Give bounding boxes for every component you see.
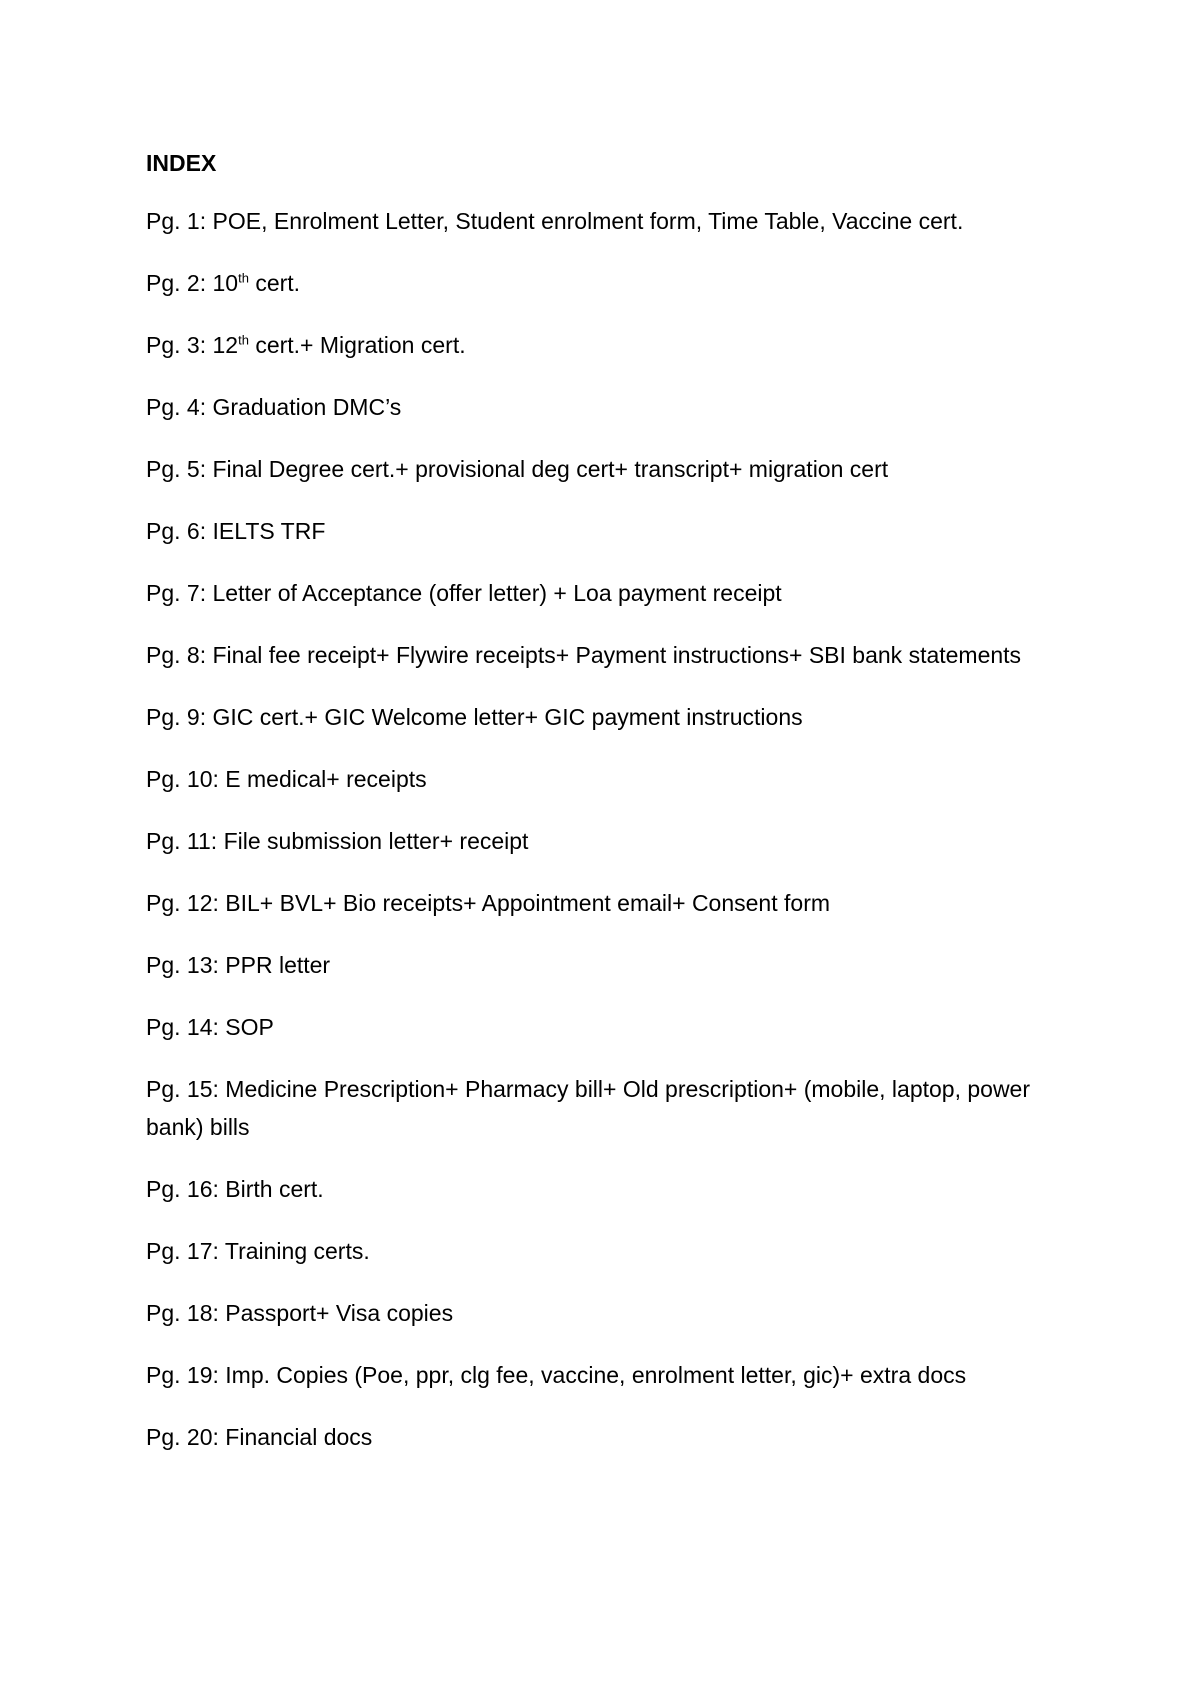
index-entry [146,822,1076,860]
page-number-label: Pg. 2: [146,270,207,296]
ordinal-number: 12 [212,332,239,358]
index-entry [146,1170,1076,1208]
entry-description: PPR letter [225,952,331,978]
index-entry [146,1232,1076,1270]
entry-description: Birth cert. [225,1176,324,1202]
entry-description: Financial docs [225,1424,373,1450]
page-number-label: Pg. 15: [146,1076,219,1102]
index-entry [146,264,1076,302]
index-entry [146,1070,1076,1146]
index-entry [146,512,1076,550]
page-number-label: Pg. 11: [146,828,218,854]
entry-description: Imp. Copies (Poe, ppr, clg fee, vaccine, enrolment letter, gic)+ extra docs [225,1362,967,1388]
entry-description: Graduation DMC’s [212,394,402,420]
entry-description: POE, Enrolment Letter, Student enrolment form, Time Table, Vaccine cert. [212,208,964,234]
ordinal-suffix: th [238,270,249,286]
page-number-label: Pg. 7: [146,580,207,606]
entry-description: Letter of Acceptance (offer letter) + Loa payment receipt [212,580,782,606]
page-number-label: Pg. 18: [146,1300,219,1326]
page-number-label: Pg. 5: [146,456,207,482]
index-entry [146,202,1076,240]
entry-description: IELTS TRF [212,518,326,544]
page-number-label: Pg. 17: [146,1238,219,1264]
index-entry [146,574,1076,612]
index-entry [146,1294,1076,1332]
page-number-label: Pg. 12: [146,890,219,916]
index-list [146,202,1076,1456]
page-number-label: Pg. 10: [146,766,219,792]
index-entry [146,1356,1076,1394]
ordinal-suffix: th [238,332,249,348]
entry-description: GIC cert.+ GIC Welcome letter+ GIC payment instructions [212,704,803,730]
entry-description: Medicine Prescription+ Pharmacy bill+ Old prescription+ (mobile, laptop, power bank) bills [146,1076,1031,1140]
index-entry [146,698,1076,736]
page-title: INDEX [146,150,217,176]
page-number-label: Pg. 16: [146,1176,219,1202]
page-number-label: Pg. 14: [146,1014,219,1040]
page-number-label: Pg. 20: [146,1424,219,1450]
page-number-label: Pg. 13: [146,952,219,978]
page-number-label: Pg. 3: [146,332,207,358]
page-number-label: Pg. 8: [146,642,207,668]
index-content [146,148,1076,1480]
page-number-label: Pg. 6: [146,518,207,544]
index-entry [146,1418,1076,1456]
entry-description: E medical+ receipts [225,766,427,792]
page-number-label: Pg. 1: [146,208,207,234]
entry-description: BIL+ BVL+ Bio receipts+ Appointment email+ Consent form [225,890,831,916]
index-entry [146,636,1076,674]
ordinal-number: 10 [212,270,239,296]
index-entry [146,760,1076,798]
entry-description: Training certs. [224,1238,370,1264]
index-entry [146,450,1076,488]
page-number-label: Pg. 4: [146,394,207,420]
index-entry [146,1008,1076,1046]
index-entry [146,326,1076,364]
index-entry [146,884,1076,922]
entry-description: Final Degree cert.+ provisional deg cert+ transcript+ migration cert [212,456,889,482]
entry-description: SOP [225,1014,274,1040]
index-entry [146,388,1076,426]
page-number-label: Pg. 19: [146,1362,219,1388]
entry-description: Final fee receipt+ Flywire receipts+ Payment instructions+ SBI bank statements [212,642,1022,668]
entry-description: cert. [255,270,301,296]
entry-description: Passport+ Visa copies [225,1300,454,1326]
entry-description: cert.+ Migration cert. [255,332,466,358]
page-number-label: Pg. 9: [146,704,207,730]
index-entry [146,946,1076,984]
entry-description: File submission letter+ receipt [223,828,529,854]
